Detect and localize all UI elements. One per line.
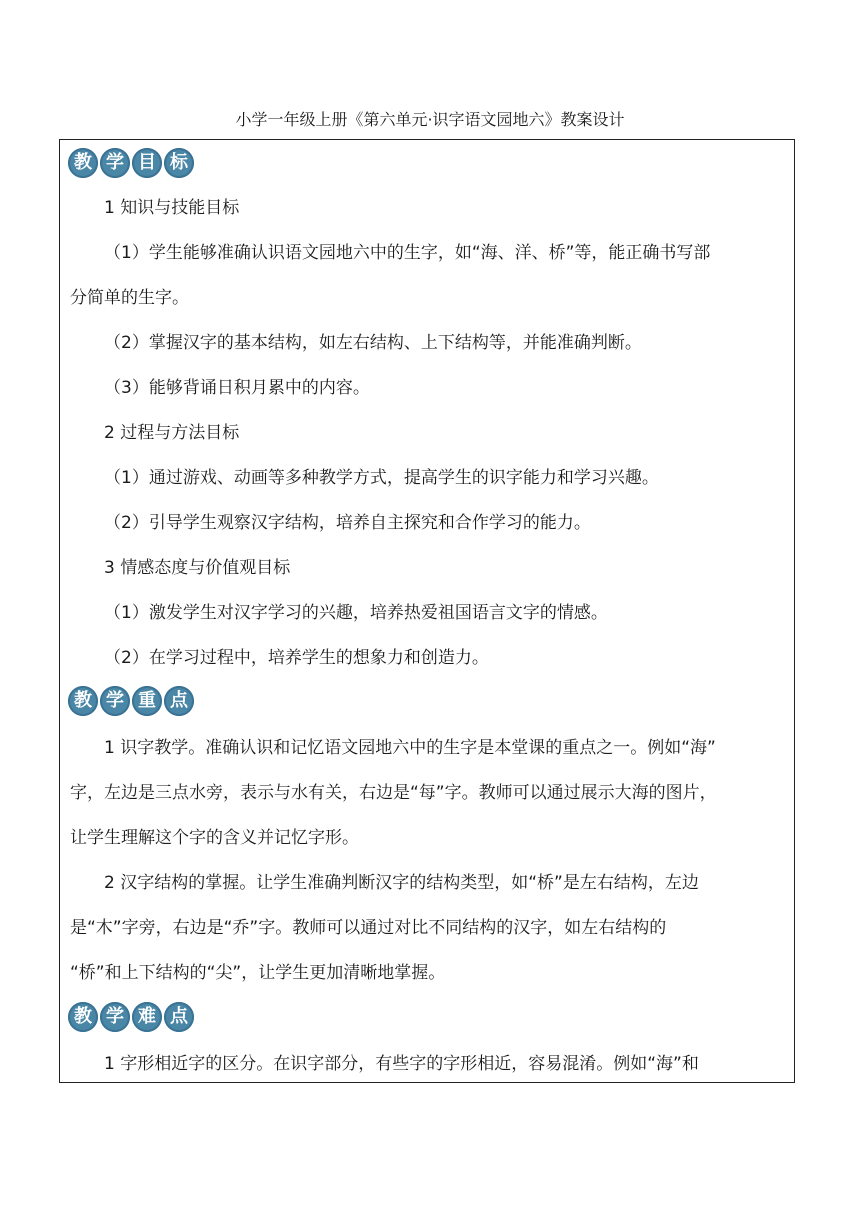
badge-char: 点 xyxy=(164,686,194,716)
badge-char: 教 xyxy=(68,1002,98,1032)
key-points-heading-badge xyxy=(68,686,194,718)
difficulties-heading-badge xyxy=(68,1002,194,1034)
goals-line: （3）能够背诵日积月累中的内容。 xyxy=(104,378,370,398)
badge-char: 学 xyxy=(100,686,130,716)
badge-char: 教 xyxy=(68,148,98,178)
goals-line: 3 情感态度与价值观目标 xyxy=(104,558,291,578)
goals-line: 分简单的生字。 xyxy=(70,288,189,308)
badge-char: 难 xyxy=(132,1002,162,1032)
badge-char: 标 xyxy=(164,148,194,178)
goals-line: （2）掌握汉字的基本结构，如左右结构、上下结构等，并能准确判断。 xyxy=(104,333,642,353)
goals-line: 2 过程与方法目标 xyxy=(104,423,240,443)
key-points-line: 2 汉字结构的掌握。让学生准确判断汉字的结构类型，如“桥”是左右结构，左边 xyxy=(104,873,699,893)
goals-line: （2）在学习过程中，培养学生的想象力和创造力。 xyxy=(104,648,489,668)
key-points-line: 1 识字教学。准确认识和记忆语文园地六中的生字是本堂课的重点之一。例如“海” xyxy=(104,738,716,758)
key-points-line: 是“木”字旁，右边是“乔”字。教师可以通过对比不同结构的汉字，如左右结构的 xyxy=(70,918,667,938)
badge-char: 学 xyxy=(100,1002,130,1032)
lesson-plan-frame xyxy=(59,139,795,1083)
badge-char: 点 xyxy=(164,1002,194,1032)
goals-line: （2）引导学生观察汉字结构，培养自主探究和合作学习的能力。 xyxy=(104,513,591,533)
goals-line: （1）通过游戏、动画等多种教学方式，提高学生的识字能力和学习兴趣。 xyxy=(104,468,659,488)
key-points-line: 让学生理解这个字的含义并记忆字形。 xyxy=(70,828,359,848)
badge-char: 目 xyxy=(132,148,162,178)
goals-heading-badge xyxy=(68,148,194,180)
badge-char: 学 xyxy=(100,148,130,178)
badge-char: 教 xyxy=(68,686,98,716)
goals-line: （1）学生能够准确认识语文园地六中的生字，如“海、洋、桥”等，能正确书写部 xyxy=(104,243,711,263)
goals-line: 1 知识与技能目标 xyxy=(104,198,240,218)
key-points-line: “桥”和上下结构的“尖”，让学生更加清晰地掌握。 xyxy=(70,963,446,983)
difficulties-line: 1 字形相近字的区分。在识字部分，有些字的字形相近，容易混淆。例如“海”和 xyxy=(104,1054,699,1074)
goals-line: （1）激发学生对汉字学习的兴趣，培养热爱祖国语言文字的情感。 xyxy=(104,603,608,623)
key-points-line: 字，左边是三点水旁，表示与水有关，右边是“每”字。教师可以通过展示大海的图片， xyxy=(70,783,717,803)
document-title: 小学一年级上册《第六单元·识字语文园地六》教案设计 xyxy=(235,110,625,129)
badge-char: 重 xyxy=(132,686,162,716)
